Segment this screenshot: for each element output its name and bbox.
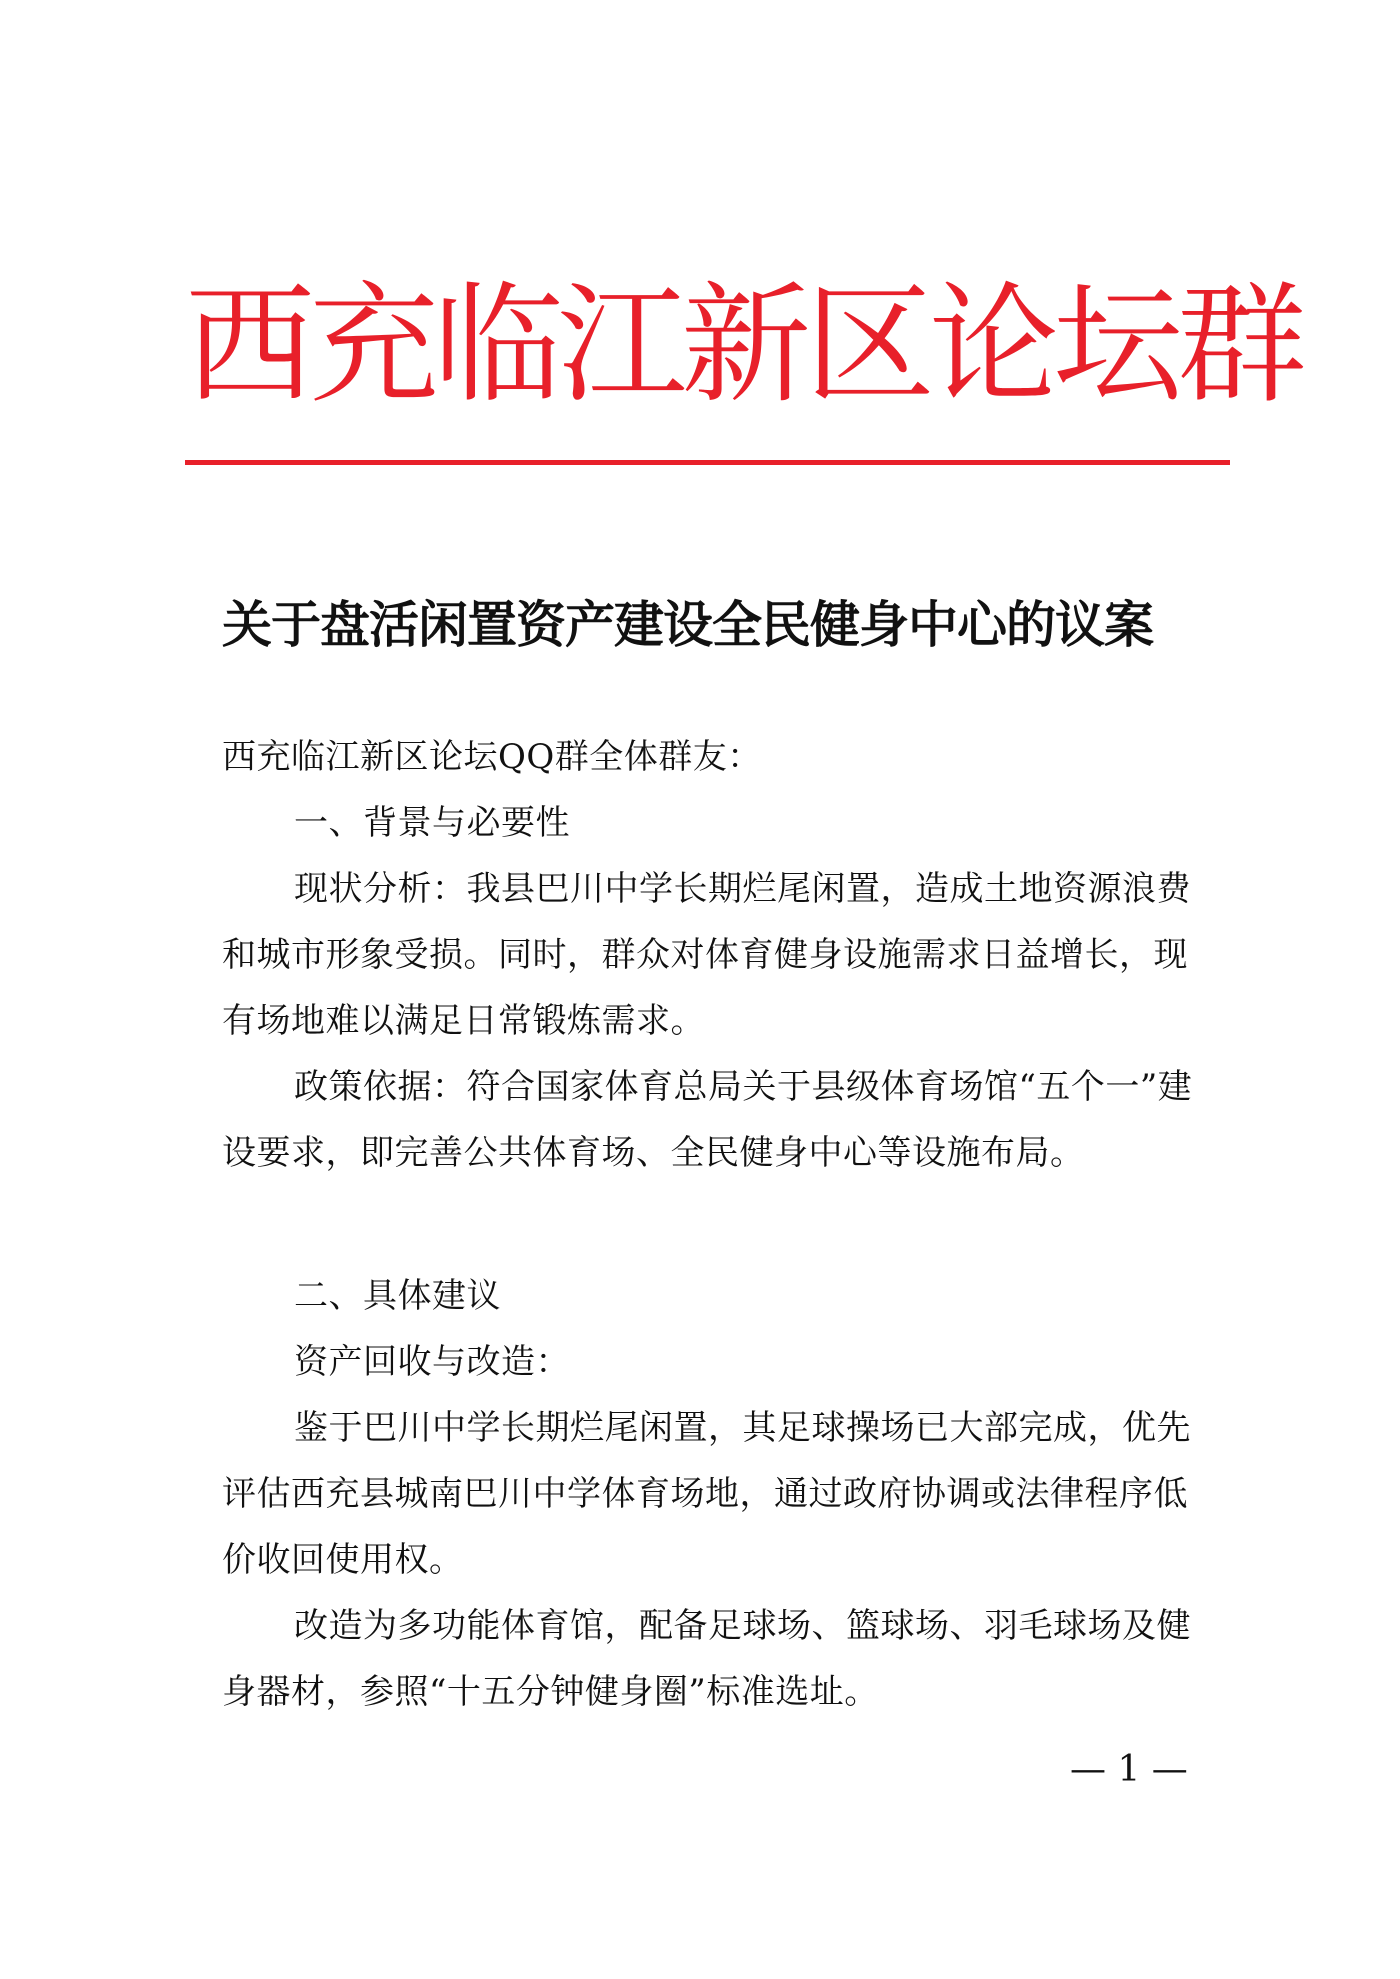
masthead-red-rule <box>185 460 1230 465</box>
section-2-subheading: 资产回收与改造： <box>294 1342 570 1382</box>
section-2-block <box>222 1263 1222 1725</box>
section-1-heading: 一、背景与必要性 <box>294 803 570 843</box>
section-1-paragraph-2: 政策依据：符合国家体育总局关于县级体育场馆“五个一”建设要求，即完善公共体育场、全民健身中心等设施布局。 <box>222 1067 1193 1173</box>
section-2-paragraph-1: 鉴于巴川中学长期烂尾闲置，其足球操场已大部完成，优先评估西充县城南巴川中学体育场地，通过政府协调或法律程序低价收回使用权。 <box>222 1408 1191 1580</box>
section-2-paragraph-2: 改造为多功能体育馆，配备足球场、篮球场、羽毛球场及健身器材，参照“十五分钟健身圈”标准选址。 <box>222 1606 1191 1712</box>
section-1-paragraph-1: 现状分析：我县巴川中学长期烂尾闲置，造成土地资源浪费和城市形象受损。同时，群众对体育健身设施需求日益增长，现有场地难以满足日常锻炼需求。 <box>222 869 1191 1041</box>
section-1-block <box>222 724 1222 1186</box>
document-title: 关于盘活闲置资产建设全民健身中心的议案 <box>222 596 1153 654</box>
salutation: 西充临江新区论坛QQ群全体群友： <box>222 737 762 777</box>
section-2-heading: 二、具体建议 <box>294 1276 501 1316</box>
masthead-title: 西充临江新区论坛群 <box>185 269 1302 421</box>
page-number: — 1 — <box>1070 1749 1188 1790</box>
